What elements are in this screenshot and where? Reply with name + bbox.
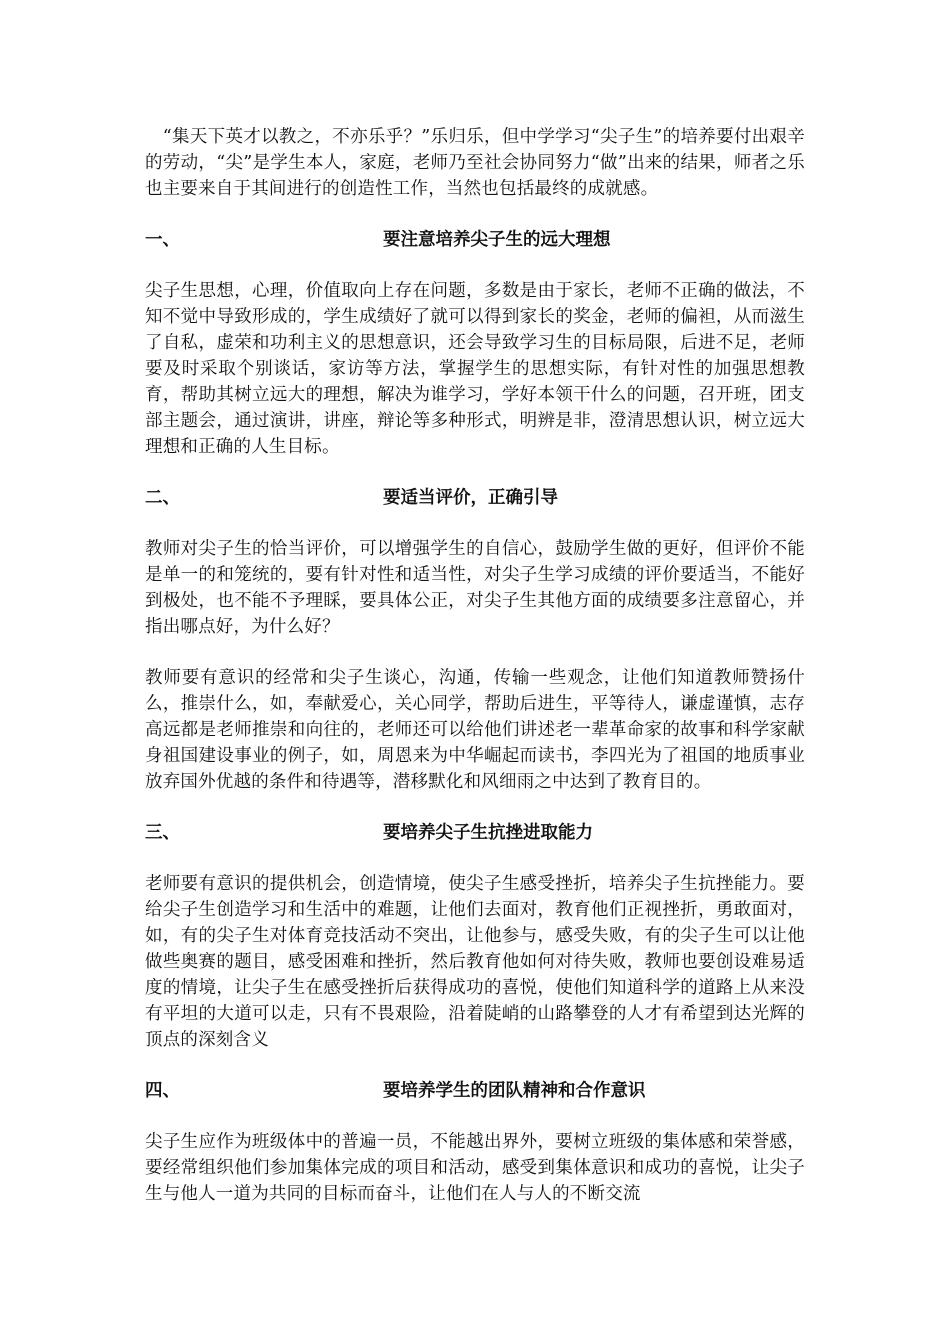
section-4-paragraph-1: 尖子生应作为班级体中的普遍一员，不能越出界外，要树立班级的集体感和荣誉感，要经常组织他们参加集体完成的项目和活动，感受到集体意识和成功的喜悦，让尖子生与他人一道为共同的目标而奋斗，让他们在人与人的不断交流 (145, 1132, 805, 1204)
document-body (145, 124, 805, 1232)
section-1-paragraph-1: 尖子生思想，心理，价值取向上存在问题，多数是由于家长，老师不正确的做法，不知不觉中导致形成的，学生成绩好了就可以得到家长的奖金，老师的偏袒，从而滋生了自私，虚荣和功利主义的思想意识，还会导致学习生的目标局限，后进不足，老师要及时采取个别谈话，家访等方法，掌握学生的思想实际，有针对性的加强思想教育，帮助其树立远大的理想，解决为谁学习，学好本领干什么的问题，召开班，团支部主题会，通过演讲，讲座，辩论等多种形式，明辨是非，澄清思想认识，树立远大理想和正确的人生目标。 (145, 281, 805, 457)
section-2-paragraph-1: 教师对尖子生的恰当评价，可以增强学生的自信心，鼓励学生做的更好，但评价不能是单一的和笼统的，要有针对性和适当性，对尖子生学习成绩的评价要适当，不能好到极处，也不能不予理睬，要具体公正，对尖子生其他方面的成绩要多注意留心，并指出哪点好，为什么好？ (145, 539, 805, 637)
section-number: 一、 (145, 230, 180, 250)
section-number: 四、 (145, 1081, 180, 1101)
section-title: 要适当评价，正确引导 (383, 488, 558, 508)
section-heading-1 (145, 227, 805, 253)
section-title: 要培养尖子生抗挫进取能力 (383, 823, 593, 843)
section-title: 要注意培养尖子生的远大理想 (383, 230, 611, 250)
section-3-paragraph-1: 老师要有意识的提供机会，创造情境，使尖子生感受挫折，培养尖子生抗挫能力。要给尖子生创造学习和生活中的难题，让他们去面对，教育他们正视挫折，勇敢面对，如，有的尖子生对体育竞技活动不突出，让他参与，感受失败，有的尖子生可以让他做些奥赛的题目，感受困难和挫折，然后教育他如何对待失败，教师也要创设难易适度的情境，让尖子生在感受挫折后获得成功的喜悦，使他们知道科学的道路上从来没有平坦的大道可以走，只有不畏艰险，沿着陡峭的山路攀登的人才有希望到达光辉的顶点的深刻含义 (145, 874, 805, 1050)
section-2-paragraph-2: 教师要有意识的经常和尖子生谈心，沟通，传输一些观念，让他们知道教师赞扬什么，推崇什么，如，奉献爱心，关心同学，帮助后进生，平等待人，谦虚谨慎，志存高远都是老师推崇和向往的，老师还可以给他们讲述老一辈革命家的故事和科学家献身祖国建设事业的例子，如，周恩来为中华崛起而读书，李四光为了祖国的地质事业放弃国外优越的条件和待遇等，潜移默化和风细雨之中达到了教育目的。 (145, 668, 805, 792)
section-heading-2 (145, 485, 805, 511)
section-heading-3 (145, 820, 805, 846)
section-title: 要培养学生的团队精神和合作意识 (383, 1081, 646, 1101)
section-number: 三、 (145, 823, 180, 843)
intro-paragraph: “集天下英才以教之，不亦乐乎？”乐归乐，但中学学习“尖子生”的培养要付出艰辛的劳动，“尖”是学生本人，家庭，老师乃至社会协同努力“做”出来的结果，师者之乐也主要来自于其间进行的创造性工作，当然也包括最终的成就感。 (145, 127, 805, 199)
section-number: 二、 (145, 488, 180, 508)
section-heading-4 (145, 1078, 805, 1104)
